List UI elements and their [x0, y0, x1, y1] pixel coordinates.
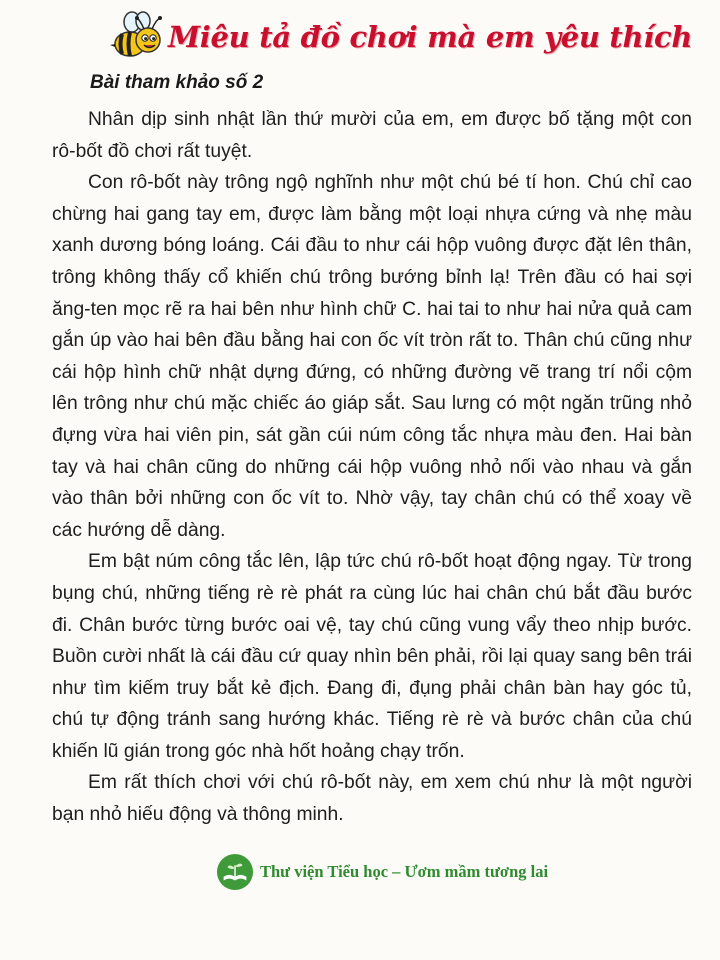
paragraph: Nhân dịp sinh nhật lần thứ mười của em, em được bố tặng một con rô-bốt đồ chơi rất tuyệt. [52, 109, 692, 162]
article-body [52, 104, 692, 831]
page-title: Miêu tả đồ chơi mà em yêu thích [168, 20, 693, 54]
paragraph: Em rất thích chơi với chú rô-bốt này, em xem chú như là một người bạn nhỏ hiếu động và thông minh. [52, 772, 692, 826]
title-row [110, 8, 693, 68]
paragraph: Con rô-bốt này trông ngộ nghĩnh như một chú bé tí hon. Chú chỉ cao chừng hai gang tay em, được làm bằng một loại nhựa cứng và nhẹ màu xanh dương bóng loáng. Cái đầu to như cái hộp vuông được đặt lên thân, trông không thấy cổ khiến chú trông bướng bỉnh lạ! Trên đầu có hai sợi ăng-ten mọc rẽ ra hai bên như hình chữ C. hai tai to như hai nửa quả cam gắn úp vào hai bên đầu bằng hai con ốc vít tròn rất to. Thân chú cũng như cái hộp hình chữ nhật dựng đứng, có những đường vẽ trang trí nổi cộm lên trông như chú mặc chiếc áo giáp sắt. Sau lưng có một ngăn trũng nhỏ đựng vừa hai viên pin, sát gần cúi núm công tắc nhựa màu đen. Hai bàn tay và hai chân cũng do những cái hộp vuông nhỏ nối vào nhau và gắn vào thân bởi những con ốc vít to. Nhờ vậy, tay chân chú có thể xoay về các hướng dễ dàng. [52, 172, 692, 541]
bee-icon [110, 10, 164, 64]
book-logo-icon [216, 853, 254, 891]
footer [216, 852, 548, 892]
footer-text: Thư viện Tiểu học – Ươm mầm tương lai [260, 862, 549, 881]
subtitle: Bài tham khảo số 2 [90, 72, 264, 93]
paragraph: Em bật núm công tắc lên, lập tức chú rô-bốt hoạt động ngay. Từ trong bụng chú, những tiếng rè rè phát ra cùng lúc hai chân chú bắt đầu bước đi. Chân bước từng bước oai vệ, tay chú cũng vung vẩy theo nhịp bước. Buồn cười nhất là cái đầu cứ quay nhìn bên phải, rồi lại quay sang bên trái như tìm kiếm truy bắt kẻ địch. Đang đi, đụng phải chân bàn hay góc tủ, chú tự động tránh sang hướng khác. Tiếng rè rè và bước chân của chú khiến lũ gián trong góc nhà hốt hoảng chạy trốn. [52, 551, 692, 762]
